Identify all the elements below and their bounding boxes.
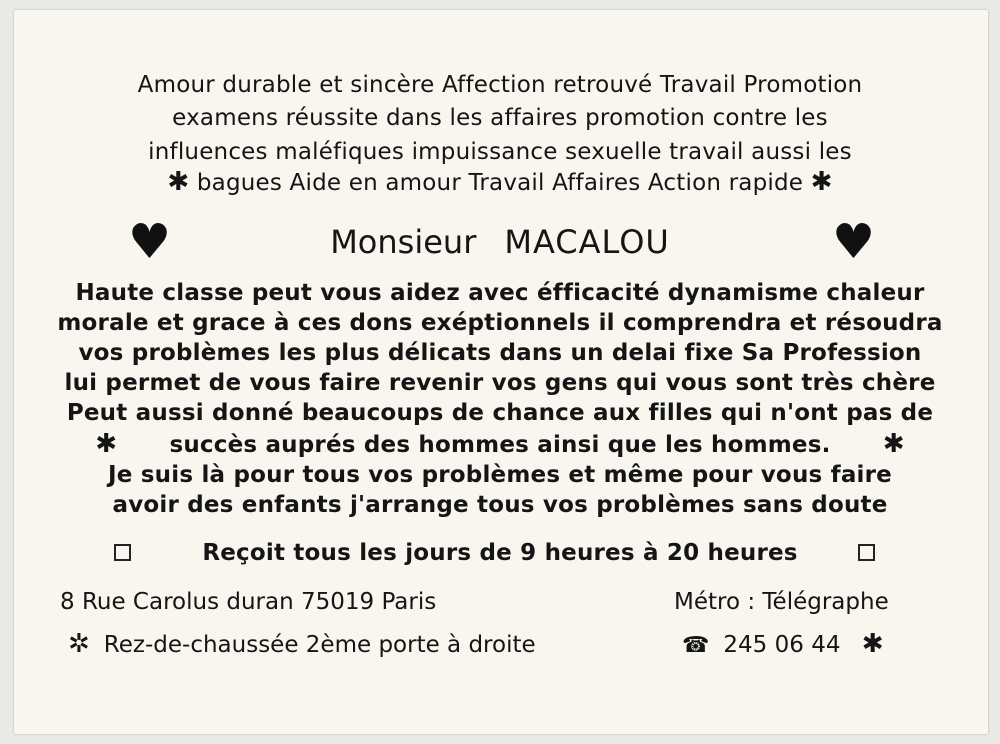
body-line-6-text: succès auprés des hommes ainsi que les hommes. xyxy=(169,432,831,458)
intro-line-1: Amour durable et sincère Affection retrouvé Travail Promotion xyxy=(137,72,863,98)
asterisk-icon: ✱ xyxy=(882,429,905,459)
body-line-1: Haute classe peut vous aidez avec éfficacité dynamisme chaleur xyxy=(75,280,925,306)
checkbox-icon xyxy=(858,544,875,561)
closing-line-1: Je suis là pour tous vos problèmes et même pour vous faire xyxy=(108,462,892,488)
telephone-icon: ☎ xyxy=(682,633,710,658)
closing-line-2: avoir des enfants j'arrange tous vos problèmes sans doute xyxy=(112,492,888,518)
asterisk-icon: ✱ xyxy=(167,167,190,197)
heart-icon: ♥ xyxy=(128,214,172,270)
floor-text: Rez-de-chaussée 2ème porte à droite xyxy=(103,632,536,658)
asterisk-icon: ✱ xyxy=(861,629,884,659)
asterisk-icon: ✱ xyxy=(810,167,833,197)
body-line-5: Peut aussi donné beaucoups de chance aux filles qui n'ont pas de xyxy=(66,400,934,426)
intro-line-4 xyxy=(0,168,1000,197)
intro-line-3: influences maléfiques impuissance sexuelle travail aussi les xyxy=(148,139,852,165)
title-prefix: Monsieur xyxy=(330,223,477,261)
body-line-4: lui permet de vous faire revenir vos gens qui vous sont très chère xyxy=(64,370,936,396)
intro-line-4-text: bagues Aide en amour Travail Affaires Action rapide xyxy=(196,170,804,196)
flower-icon: ✲ xyxy=(68,629,90,659)
heart-icon: ♥ xyxy=(832,214,876,270)
phone-info xyxy=(682,630,884,660)
metro: Métro : Télégraphe xyxy=(674,589,889,615)
body-line-6 xyxy=(0,430,1000,459)
asterisk-icon: ✱ xyxy=(95,429,118,459)
hours-text: Reçoit tous les jours de 9 heures à 20 heures xyxy=(202,540,798,566)
intro-line-2: examens réussite dans les affaires promotion contre les xyxy=(172,105,828,131)
body-line-2: morale et grace à ces dons exéptionnels il comprendra et résoudra xyxy=(57,310,943,336)
title-name: MACALOU xyxy=(504,223,670,261)
body-line-3: vos problèmes les plus délicats dans un delai fixe Sa Profession xyxy=(78,340,922,366)
phone-number: 245 06 44 xyxy=(723,632,841,658)
address: 8 Rue Carolus duran 75019 Paris xyxy=(60,589,437,615)
floor-info xyxy=(68,630,536,659)
